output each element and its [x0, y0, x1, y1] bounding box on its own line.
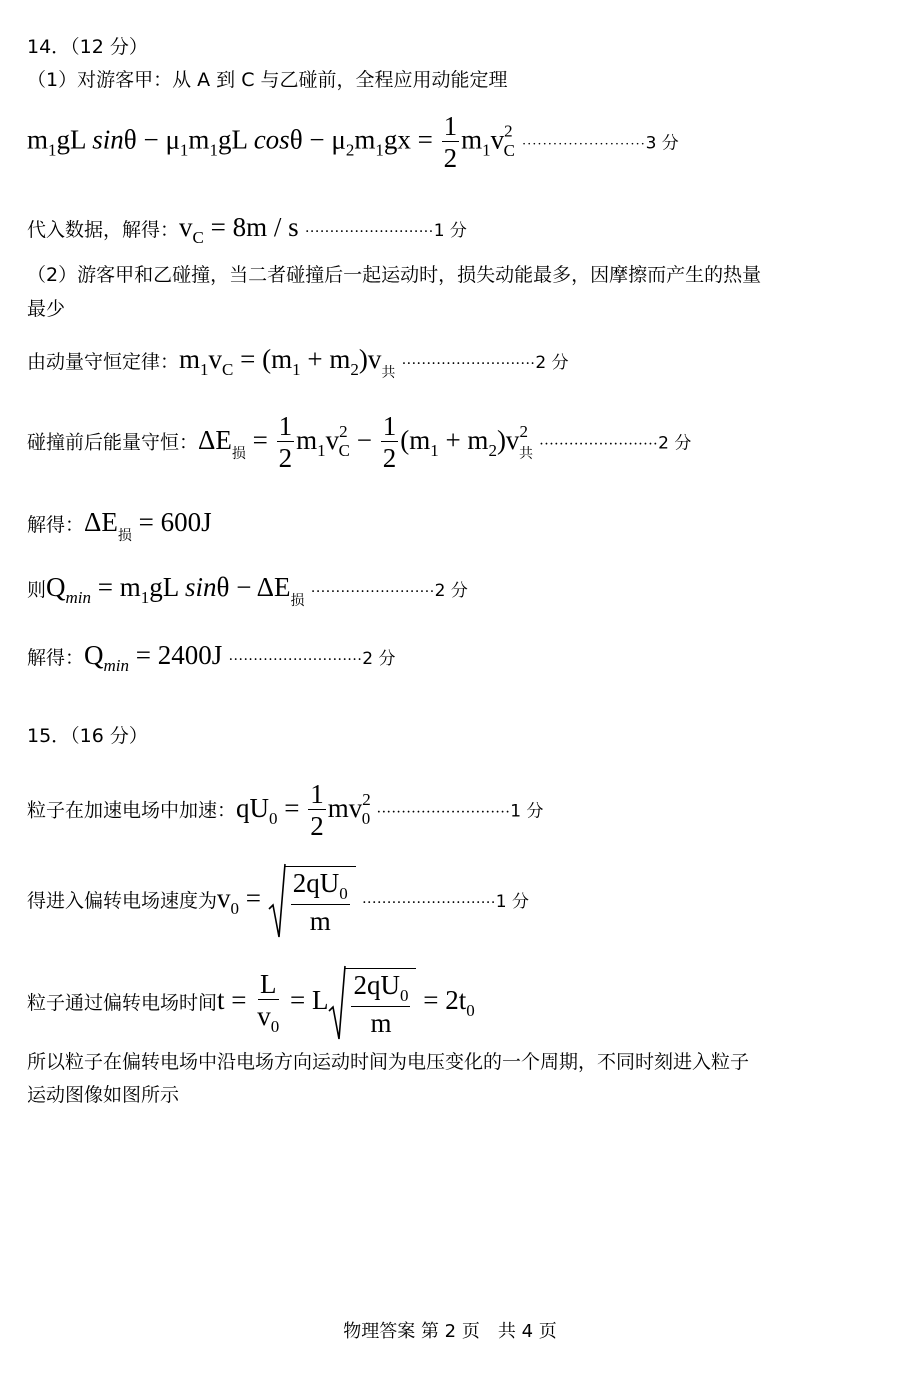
q14-part2-text-b: 最少 [27, 298, 66, 320]
q15-text-a: 所以粒子在偏转电场中沿电场方向运动时间为电压变化的一个周期，不同时刻进入粒子 [27, 1051, 750, 1073]
q15-equation-v0: 得进入偏转电场速度为$v_0$ = $\frac{2qU_0}{m}$ ···························1 分 [27, 863, 529, 939]
q14-equation-work-energy: $m_1gL$ $\sin\theta - \mu_1m_1gL$ $\cos\theta - \mu_2m_1gx$ = $\frac{1}{2}$ $m_1v^2_C \cdot\cdot\cdot\cdot\cdot\cdot\cdot\cdot\cdot\cdot\cdot\cdot\cdot\cdot\cdot\cdot\cdot\cdot\cdot\cdot\cdot\cdot\cdot\cdot 3$ 分 [27, 111, 679, 174]
q15-eq2-points: 1 分 [495, 892, 529, 913]
q14-eq3-points: 2 分 [535, 353, 569, 373]
q14-eq3-prefix: 由动量守恒定律： [27, 351, 180, 373]
q14-equation-momentum: 由动量守恒定律：$m_1v_C = (m_1 + m_2)v_共 \cdot\cdot\cdot\cdot\cdot\cdot\cdot\cdot\cdot\cdot\cdot\cdot\cdot\cdot\cdot\cdot\cdot\cdot\cdot\cdot\cdot\cdot\cdot\cdot\cdot\cdot\cdot 2$ 分 [27, 344, 569, 381]
q15-equation-acceleration: 粒子在加速电场中加速：$qU_0$ = $\frac{1}{2}$ $mv^2_0 \cdot\cdot\cdot\cdot\cdot\cdot\cdot\cdot\cdot\cdot\cdot\cdot\cdot\cdot\cdot\cdot\cdot\cdot\cdot\cdot\cdot\cdot\cdot\cdot\cdot\cdot\cdot 1$ 分 [27, 779, 544, 842]
q14-eq2-points: 1 分 [433, 221, 467, 241]
q14-eq5-prefix: 解得： [27, 514, 85, 536]
q14-equation-vc: 代入数据，解得：$v_C = 8m / s \cdot\cdot\cdot\cdot\cdot\cdot\cdot\cdot\cdot\cdot\cdot\cdot\cdot\cdot\cdot\cdot\cdot\cdot\cdot\cdot\cdot\cdot\cdot\cdot\cdot\cdot 1$ 分 [27, 212, 467, 247]
q14-eq6-points: 2 分 [434, 581, 468, 601]
q14-eq7-points: 2 分 [362, 649, 396, 669]
q15-header: 15．（16 分） [27, 725, 148, 747]
q14-equation-energy-loss: 碰撞前后能量守恒：$\Delta E_损$ = $\frac{1}{2}$ $m_1v^2_C$ − $\frac{1}{2}$ $(m_1 + m_2)v^2_共 \cdot\cdot\cdot\cdot\cdot\cdot\cdot\cdot\cdot\cdot\cdot\cdot\cdot\cdot\cdot\cdot\cdot\cdot\cdot\cdot\cdot\cdot\cdot\cdot 2$ 分 [27, 411, 692, 474]
q15-eq1-prefix: 粒子在加速电场中加速： [27, 799, 237, 822]
q15-text-b: 运动图像如图所示 [27, 1084, 180, 1106]
sqrt-sign-icon: $\frac{2qU_0}{m}$ [268, 863, 356, 939]
sqrt-sign-icon: $\frac{2qU_0}{m}$ [328, 965, 416, 1041]
q14-equation-q-min-value: 解得：$Q_{min} = 2400J \cdot\cdot\cdot\cdot\cdot\cdot\cdot\cdot\cdot\cdot\cdot\cdot\cdot\cdot\cdot\cdot\cdot\cdot\cdot\cdot\cdot\cdot\cdot\cdot\cdot\cdot\cdot 2$ 分 [27, 640, 396, 675]
page-footer: 物理答案 第 2 页 共 4 页 [343, 1321, 557, 1342]
q15-eq3-prefix: 粒子通过偏转电场时间 [27, 992, 218, 1015]
q14-header: 14．（12 分） [27, 36, 148, 58]
q14-equation-delta-e: 解得：$\Delta E_损 = 600J$ [27, 507, 212, 544]
q15-eq2-prefix: 得进入偏转电场速度为 [27, 890, 218, 913]
q14-equation-q-min-formula: 则$Q_{min} = m_1gL$ $\sin\theta - \Delta E_损 \cdot\cdot\cdot\cdot\cdot\cdot\cdot\cdot\cdot\cdot\cdot\cdot\cdot\cdot\cdot\cdot\cdot\cdot\cdot\cdot\cdot\cdot\cdot\cdot\cdot 2$ 分 [27, 572, 468, 609]
q15-equation-time: 粒子通过偏转电场时间t = $\frac{L}{v_0}$ = L $\frac{2qU_0}{m}$ = $2t_0$ [27, 965, 475, 1041]
q15-eq1-points: 1 分 [510, 801, 544, 822]
q14-part2-text-a: （2）游客甲和乙碰撞，当二者碰撞后一起运动时，损失动能最多，因摩擦而产生的热量 [27, 264, 762, 286]
q14-eq4-points: 2 分 [658, 433, 692, 454]
q14-eq4-prefix: 碰撞前后能量守恒： [27, 431, 199, 454]
q14-eq6-prefix: 则 [27, 579, 47, 601]
q14-part1-intro: （1）对游客甲：从 A 到 C 与乙碰前，全程应用动能定理 [27, 69, 508, 91]
q14-eq2-prefix: 代入数据，解得： [27, 219, 180, 241]
q14-eq7-prefix: 解得： [27, 647, 85, 669]
q14-eq1-points: 3 分 [645, 133, 679, 154]
